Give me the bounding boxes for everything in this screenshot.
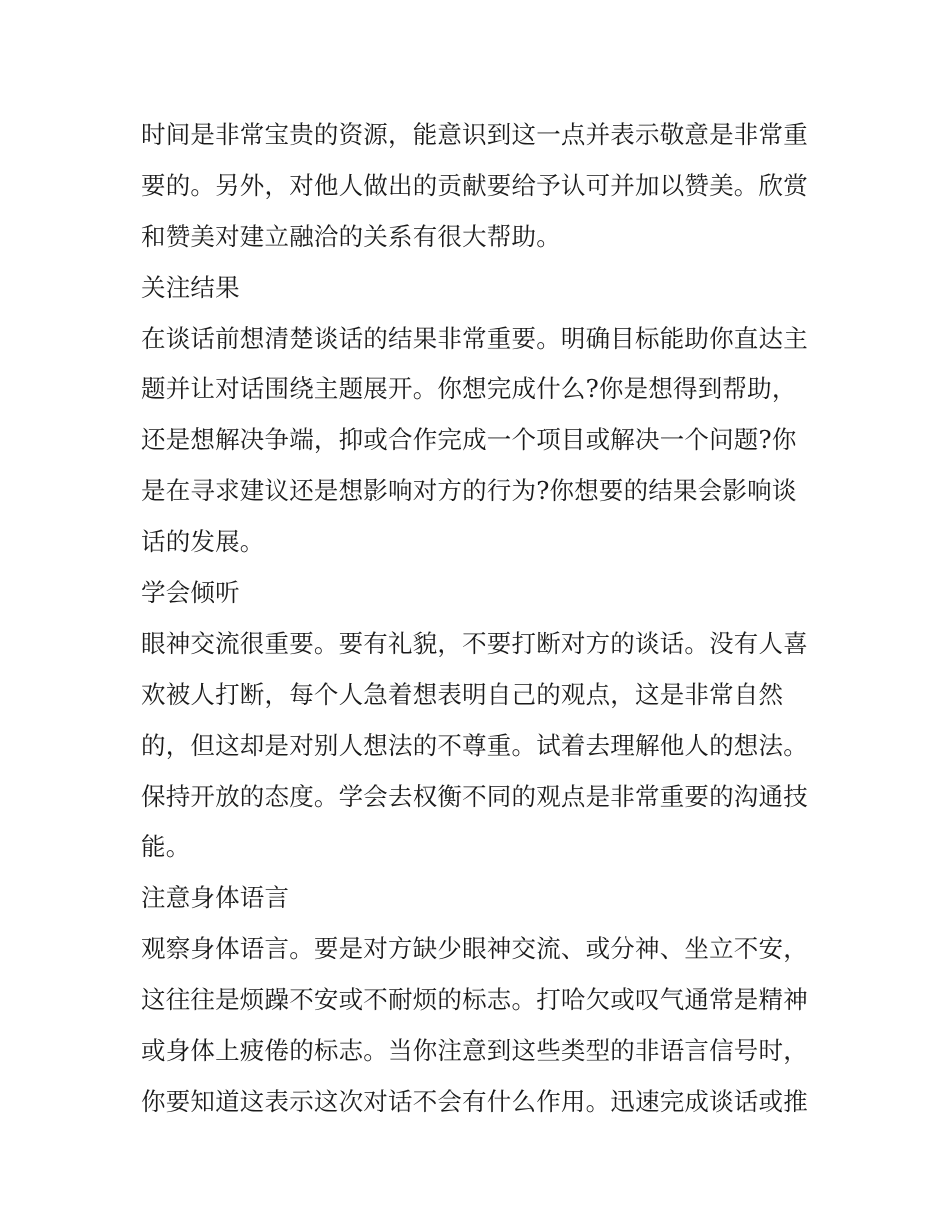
text-line: 题并让对话围绕主题展开。你想完成什么?你是想得到帮助，: [141, 374, 797, 404]
text-line: 话的发展。: [141, 527, 265, 557]
text-line: 的，但这却是对别人想法的不尊重。试着去理解他人的想法。: [141, 730, 808, 760]
section-heading: 关注结果: [141, 272, 240, 302]
text-line: 或身体上疲倦的标志。当你注意到这些类型的非语言信号时，: [141, 1036, 808, 1066]
text-line: 是在寻求建议还是想影响对方的行为?你想要的结果会影响谈: [141, 476, 797, 506]
text-line: 保持开放的态度。学会去权衡不同的观点是非常重要的沟通技: [141, 781, 808, 811]
text-line: 观察身体语言。要是对方缺少眼神交流、或分神、坐立不安，: [141, 934, 808, 964]
text-line: 在谈话前想清楚谈话的结果非常重要。明确目标能助你直达主: [141, 323, 808, 353]
text-line: 还是想解决争端，抑或合作完成一个项目或解决一个问题?你: [141, 425, 797, 455]
text-line: 要的。另外，对他人做出的贡献要给予认可并加以赞美。欣赏: [141, 170, 808, 200]
text-line: 眼神交流很重要。要有礼貌，不要打断对方的谈话。没有人喜: [141, 628, 808, 658]
text-line: 欢被人打断，每个人急着想表明自己的观点，这是非常自然: [141, 679, 784, 709]
text-line: 能。: [141, 832, 191, 862]
text-line: 时间是非常宝贵的资源，能意识到这一点并表示敬意是非常重: [141, 120, 808, 149]
text-line: 和赞美对建立融洽的关系有很大帮助。: [141, 221, 561, 251]
section-heading: 注意身体语言: [141, 883, 290, 913]
section-heading: 学会倾听: [141, 578, 240, 608]
body-text: [141, 110, 821, 1128]
text-line: 你要知道这表示这次对话不会有什么作用。迅速完成谈话或推: [141, 1086, 808, 1116]
text-line: 这往往是烦躁不安或不耐烦的标志。打哈欠或叹气通常是精神: [141, 985, 808, 1015]
